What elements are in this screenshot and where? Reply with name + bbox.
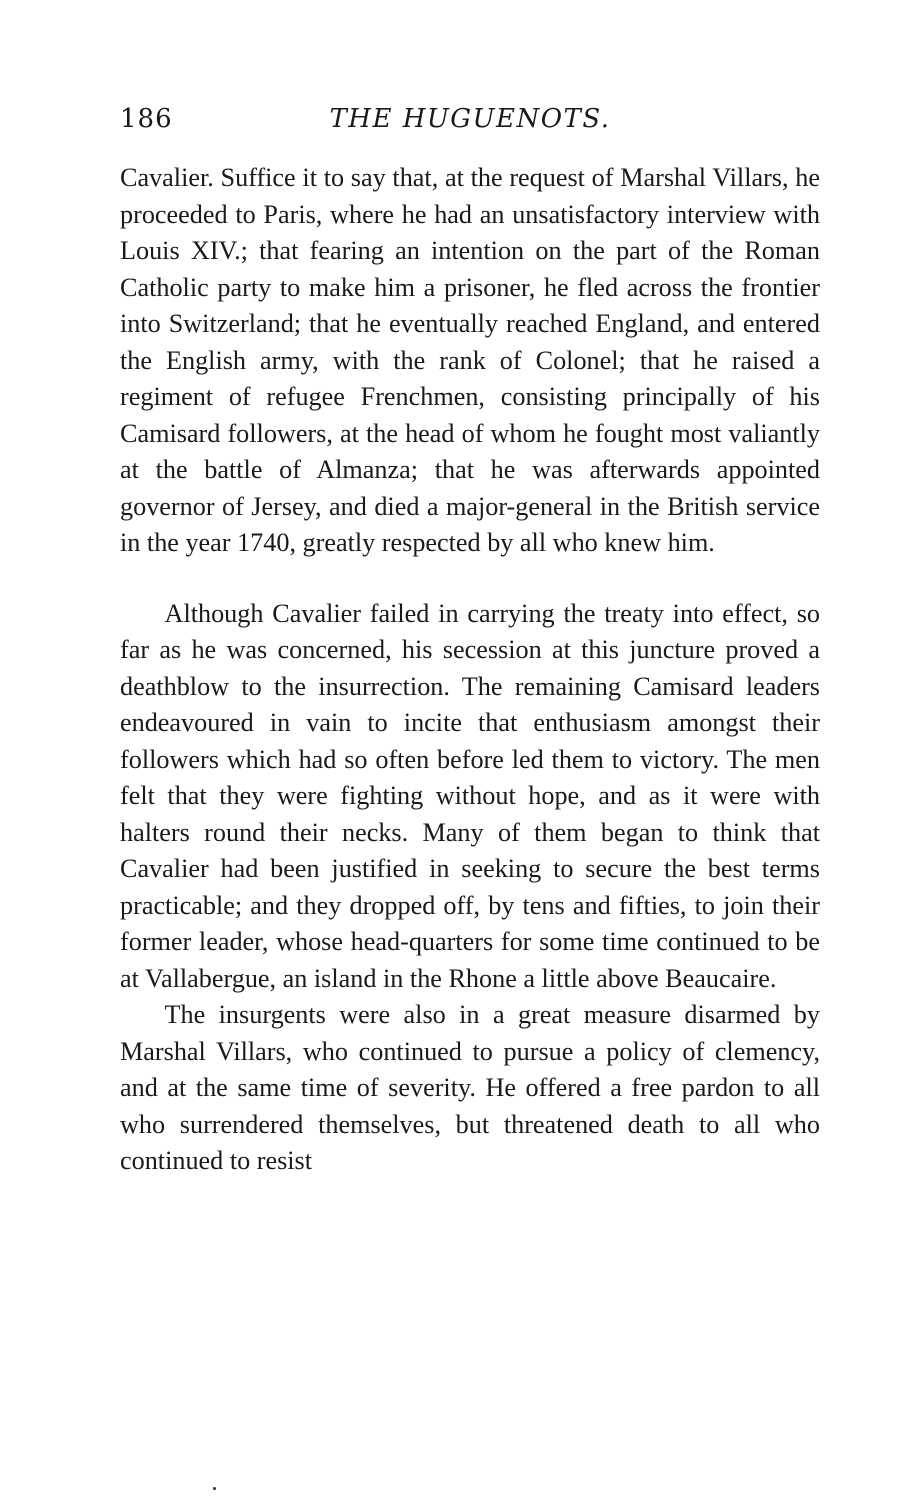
paragraph: Although Cavalier failed in carrying the treaty into effect, so far as he was concerned, his secession at this juncture proved a deathblow to the insurrection. The remaining Camisard leaders endeavoured in vain to incite that enthusiasm amongst their followers which had so often before led them to victory. The men felt that they were fighting without hope, and as it were with halters round their necks. Many of them began to think that Cavalier had been justified in seeking to secure the best terms practicable; and they dropped off, by tens and fifties, to join their former leader, whose head-quarters for some time continued to be at Vallabergue, an island in the Rhone a little above Beaucaire. bbox=[120, 598, 820, 993]
page-header bbox=[120, 104, 820, 144]
paragraph-gap bbox=[120, 562, 820, 596]
paragraph: The insurgents were also in a great measure disarmed by Marshal Villars, who continued to pursue a policy of clemency, and at the same time of severity. He offered a free pardon to all who surrendered themselves, but threatened death to all who continued to resist bbox=[120, 1000, 820, 1175]
page-number: 186 bbox=[120, 104, 173, 134]
body-text bbox=[120, 160, 820, 1180]
running-title: THE HUGUENOTS. bbox=[329, 104, 611, 134]
printer-mark bbox=[213, 1487, 216, 1490]
paragraph-continuation: Cavalier. Suffice it to say that, at the request of Marshal Villars, he proceeded to Paris, where he had an unsatisfactory interview with Louis XIV.; that fearing an intention on the part of the Roman Catholic party to make him a prisoner, he fled across the frontier into Switzerland; that he eventually reached England, and entered the English army, with the rank of Colonel; that he raised a regiment of refugee Frenchmen, consisting principally of his Camisard followers, at the head of whom he fought most valiantly at the battle of Almanza; that he was afterwards appointed governor of Jersey, and died a major-general in the British service in the year 1740, greatly respected by all who knew him. bbox=[120, 163, 820, 557]
